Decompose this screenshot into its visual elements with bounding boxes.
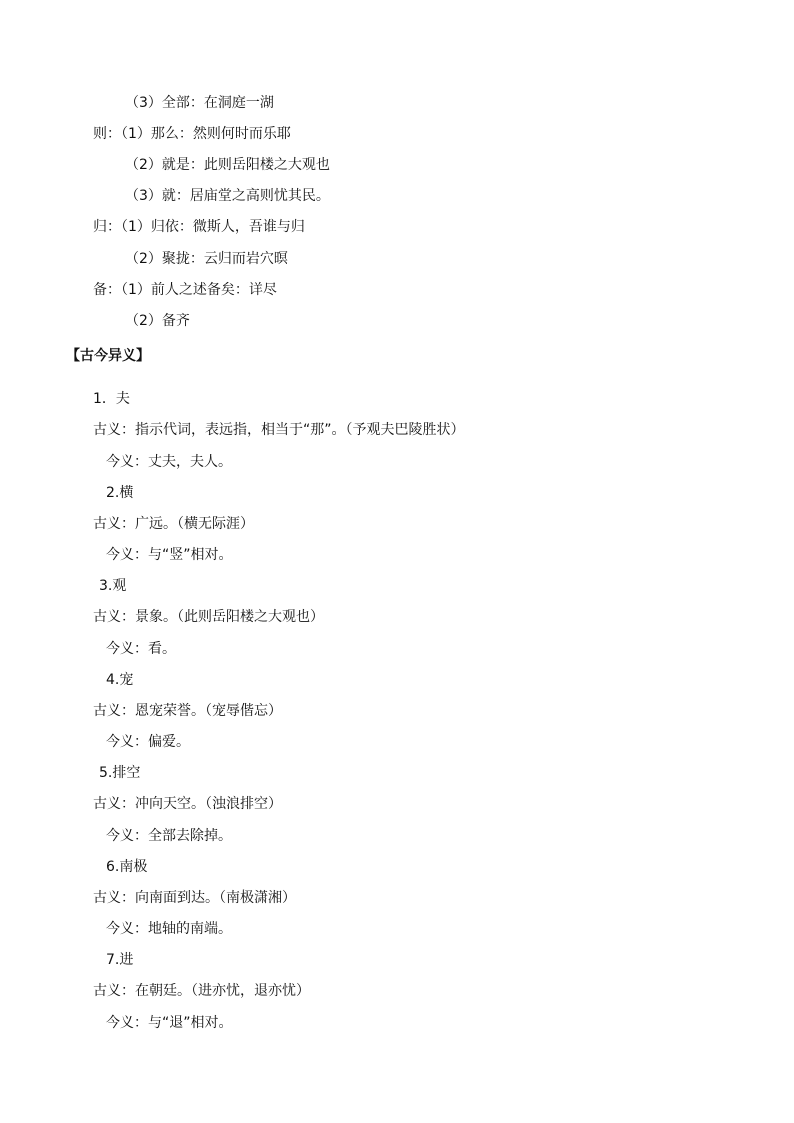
section-heading: 【古今异义】 <box>66 348 150 364</box>
text-line: （3）全部：在洞庭一湖 <box>125 95 274 111</box>
text-line: 今义：丈夫，夫人。 <box>106 454 232 470</box>
text-line: 今义：与“退”相对。 <box>106 1015 233 1031</box>
text-line: 2.横 <box>106 485 134 501</box>
text-line: 5.排空 <box>99 765 141 781</box>
text-line: （3）就：居庙堂之高则忧其民。 <box>125 188 330 204</box>
text-line: 1．夫 <box>93 391 130 407</box>
text-line: 6.南极 <box>106 859 148 875</box>
text-line: 备：（1）前人之述备矣：详尽 <box>93 282 277 298</box>
text-line: 古义：景象。（此则岳阳楼之大观也） <box>93 609 324 625</box>
text-line: 今义：与“竖”相对。 <box>106 547 233 563</box>
text-line: 古义：指示代词，表远指，相当于“那”。（予观夫巴陵胜状） <box>93 422 465 438</box>
text-line: 4.宠 <box>106 672 134 688</box>
text-line: （2）聚拢：云归而岩穴暝 <box>125 251 288 267</box>
text-line: 古义：广远。（横无际涯） <box>93 516 254 532</box>
text-line: 古义：向南面到达。（南极潇湘） <box>93 890 296 906</box>
text-line: 古义：恩宠荣誉。（宠辱偕忘） <box>93 703 282 719</box>
text-line: 今义：地轴的南端。 <box>106 921 232 937</box>
text-line: 古义：冲向天空。（浊浪排空） <box>93 796 282 812</box>
text-line: 今义：看。 <box>106 641 176 657</box>
text-line: （2）备齐 <box>125 313 190 329</box>
text-line: 7.进 <box>106 952 134 968</box>
text-line: 古义：在朝廷。（进亦忧，退亦忧） <box>93 983 310 999</box>
text-line: 今义：全部去除掉。 <box>106 828 232 844</box>
text-line: （2）就是：此则岳阳楼之大观也 <box>125 157 330 173</box>
text-line: 3.观 <box>99 578 127 594</box>
text-line: 则：（1）那么：然则何时而乐耶 <box>93 126 291 142</box>
text-line: 今义：偏爱。 <box>106 734 190 750</box>
text-line: 归：（1）归依：微斯人，吾谁与归 <box>93 219 305 235</box>
